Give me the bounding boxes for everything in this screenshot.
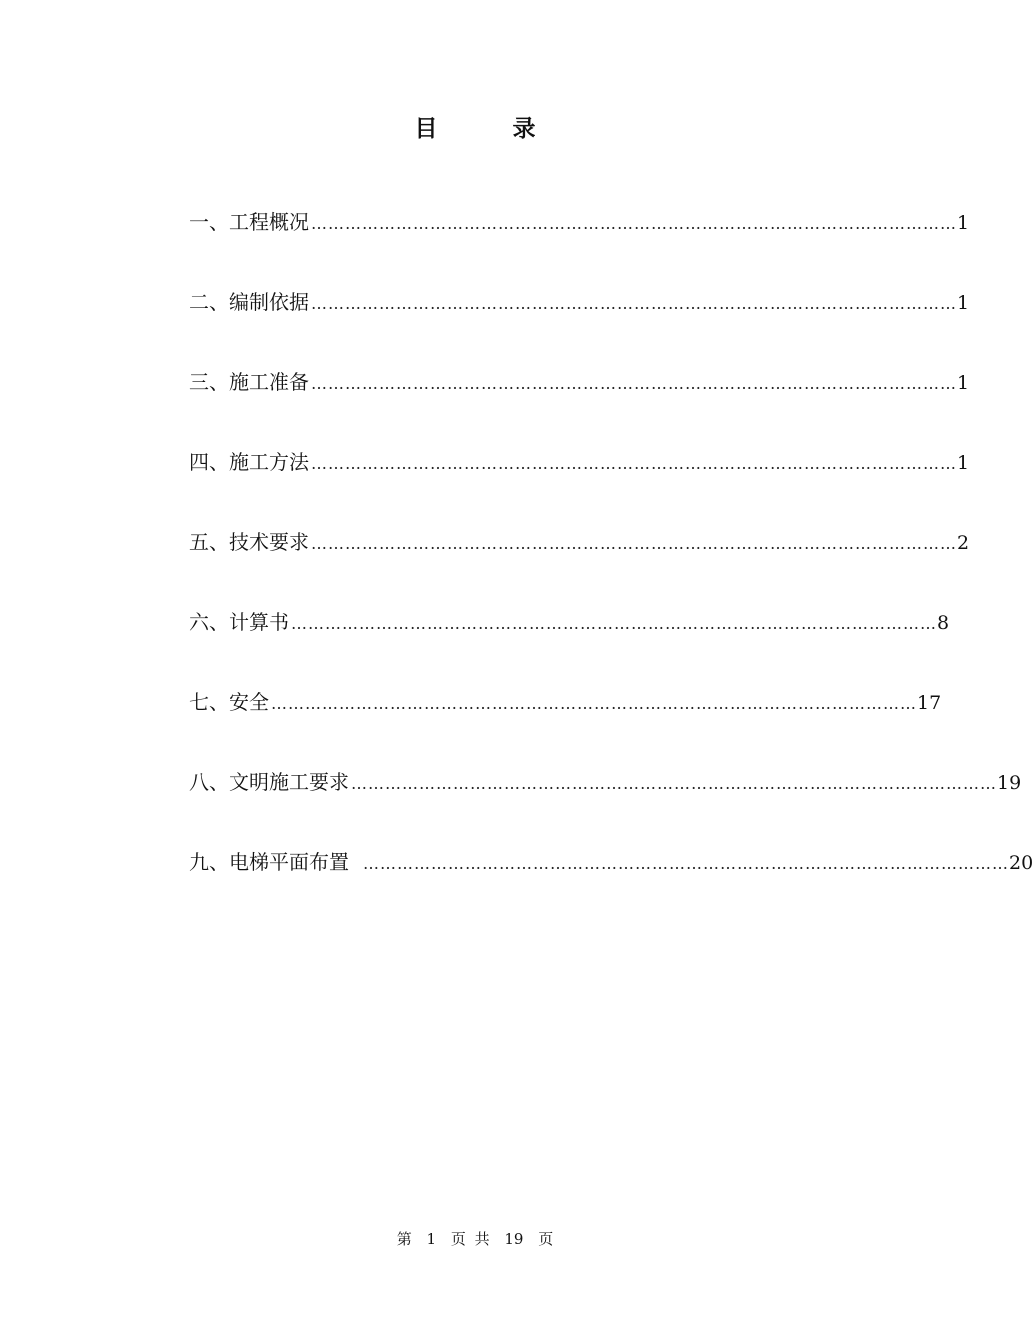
toc-entry-label: 四、施工方法 <box>189 450 309 474</box>
toc-title: 目 录 <box>414 116 562 142</box>
toc-entry[interactable] <box>189 765 1022 845</box>
toc-entry-label: 七、安全 <box>189 690 269 714</box>
toc-leader-dots: …………………………………………………………………………………………………… <box>311 294 957 313</box>
toc-entry[interactable] <box>189 205 970 285</box>
toc-entry[interactable] <box>189 445 970 525</box>
toc-entry[interactable] <box>189 365 970 445</box>
toc-leader-dots: …………………………………………………………………………………………………… <box>311 374 957 393</box>
toc-entry-page: 19 <box>997 772 1022 794</box>
toc-entry-label: 二、编制依据 <box>189 290 309 314</box>
toc-entry-label: 八、文明施工要求 <box>189 770 349 794</box>
footer-middle: 页 共 <box>450 1230 490 1248</box>
toc-leader-dots: …………………………………………………………………………………………………… <box>291 614 937 633</box>
page-footer <box>0 1228 950 1249</box>
toc-entry-page: 8 <box>937 612 950 634</box>
toc-leader-dots: …………………………………………………………………………………………………… <box>351 774 997 793</box>
toc-entry-page: 1 <box>957 372 970 394</box>
toc-entry[interactable] <box>189 285 970 365</box>
footer-prefix: 第 <box>396 1230 412 1248</box>
toc-leader-dots: …………………………………………………………………………………………………… <box>363 854 1009 873</box>
toc-leader-dots: …………………………………………………………………………………………………… <box>311 454 957 473</box>
toc-entry-label: 一、工程概况 <box>189 210 309 234</box>
toc-entry[interactable] <box>189 685 942 765</box>
toc-entry-label: 三、施工准备 <box>189 370 309 394</box>
toc-entry-page: 1 <box>957 292 970 314</box>
toc-entry-page: 1 <box>957 212 970 234</box>
footer-current-page: 1 <box>426 1230 437 1248</box>
toc-entry-page: 20 <box>1009 852 1033 874</box>
toc-leader-dots: …………………………………………………………………………………………………… <box>311 534 957 553</box>
toc-entry[interactable] <box>189 605 950 685</box>
table-of-contents <box>189 205 1033 925</box>
toc-entry-page: 2 <box>957 532 970 554</box>
toc-entry[interactable] <box>189 525 970 605</box>
toc-leader-dots: …………………………………………………………………………………………………… <box>271 694 917 713</box>
toc-entry-label: 六、计算书 <box>189 610 289 634</box>
toc-entry[interactable] <box>189 845 1033 925</box>
toc-entry-label: 五、技术要求 <box>189 530 309 554</box>
footer-total-pages: 19 <box>504 1230 524 1248</box>
footer-suffix: 页 <box>538 1230 554 1248</box>
toc-entry-label: 九、电梯平面布置 <box>189 850 349 874</box>
toc-entry-page: 1 <box>957 452 970 474</box>
toc-leader-dots: …………………………………………………………………………………………………… <box>311 214 957 233</box>
toc-entry-page: 17 <box>917 692 942 714</box>
